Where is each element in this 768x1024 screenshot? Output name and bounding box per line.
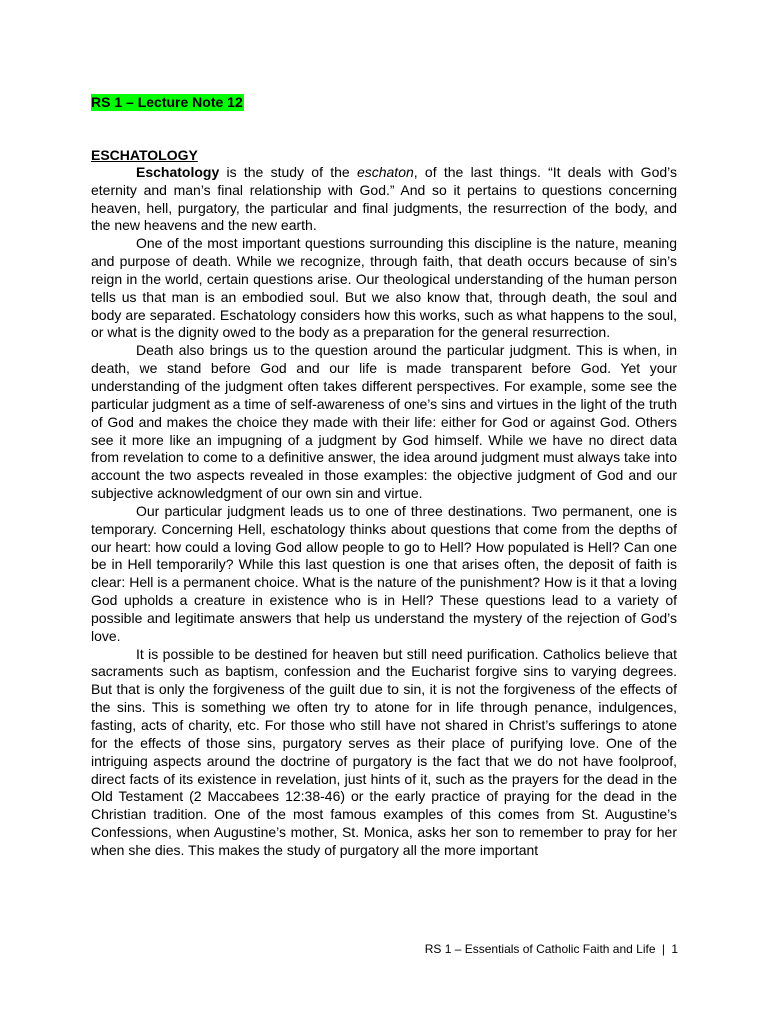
- intro-text-2: , of the last things. “It deals with God’s eternity and man’s final relationship with God.” And so it pertains to questions concerning heaven, hell, purgatory, the particular and final judgments, the resurrection of the body, and the new heavens and the new earth.: [91, 163, 677, 234]
- footer-separator: |: [661, 942, 665, 956]
- paragraph-hell: Our particular judgment leads us to one of three destinations. Two permanent, one is temporary. Concerning Hell, eschatology thinks about questions that come from the depths of our heart: how could a loving God allow people to go to Hell? How populated is Hell? Can one be in Hell temporarily? While this last question is one that arises often, the deposit of faith is clear: Hell is a permanent choice. What is the nature of the punishment? How is it that a loving God upholds a creature in existence who is in Hell? These questions lead to a variety of possible and legitimate answers that help us understand the mystery of the rejection of God’s love.: [91, 502, 677, 644]
- page-footer: [425, 942, 678, 956]
- term-eschatology: Eschatology: [136, 163, 220, 180]
- paragraph-intro: [91, 164, 677, 235]
- intro-text-1: is the study of the: [219, 163, 357, 180]
- page-number: 1: [671, 942, 678, 956]
- lecture-note-label: RS 1 – Lecture Note 12: [91, 94, 243, 110]
- paragraph-judgment: Death also brings us to the question around the particular judgment. This is when, in death, we stand before God and our life is made transparent before God. Yet your understanding of the judgment often takes different perspectives. For example, some see the particular judgment as a time of self-awareness of one’s sins and virtues in the light of the truth of God and makes the choice they made with their life: either for God or against God. Others see it more like an impugning of a judgment by God himself. While we have no direct data from revelation to come to a definitive answer, the idea around judgment must always take into account the two aspects revealed in those examples: the objective judgment of God and our subjective acknowledgment of our own sin and virtue.: [91, 342, 677, 502]
- section-title: ESCHATOLOGY: [91, 146, 198, 163]
- term-eschaton: eschaton: [356, 163, 414, 180]
- paragraph-death: One of the most important questions surrounding this discipline is the nature, meaning and purpose of death. While we recognize, through faith, that death occurs because of sin’s reign in the world, certain questions arise. Our theological understanding of the human person tells us that man is an embodied soul. But we also know that, through death, the soul and body are separated. Eschatology considers how this works, such as what happens to the soul, or what is the dignity owed to the body as a preparation for the general resurrection.: [91, 235, 677, 341]
- footer-course-title: RS 1 – Essentials of Catholic Faith and Life: [424, 942, 656, 956]
- paragraph-purgatory: It is possible to be destined for heaven but still need purification. Catholics believe that sacraments such as baptism, confession and the Eucharist forgive sins to varying degrees. But that is only the forgiveness of the guilt due to sin, it is not the forgiveness of the effects of the sins. This is something we often try to atone for in life through penance, indulgences, fasting, acts of charity, etc. For those who still have not shared in Christ’s sufferings to atone for the effects of those sins, purgatory serves as their place of purifying love. One of the intriguing aspects around the doctrine of purgatory is the fact that we do not have foolproof, direct facts of its existence in revelation, just hints of it, such as the prayers for the dead in the Old Testament (2 Maccabees 12:38-46) or the early practice of praying for the dead in the Christian tradition. One of the most famous examples of this comes from St. Augustine’s Confessions, when Augustine’s mother, St. Monica, asks her son to remember to pray for her when she dies. This makes the study of purgatory all the more important: [91, 645, 677, 858]
- document-body: [91, 92, 677, 860]
